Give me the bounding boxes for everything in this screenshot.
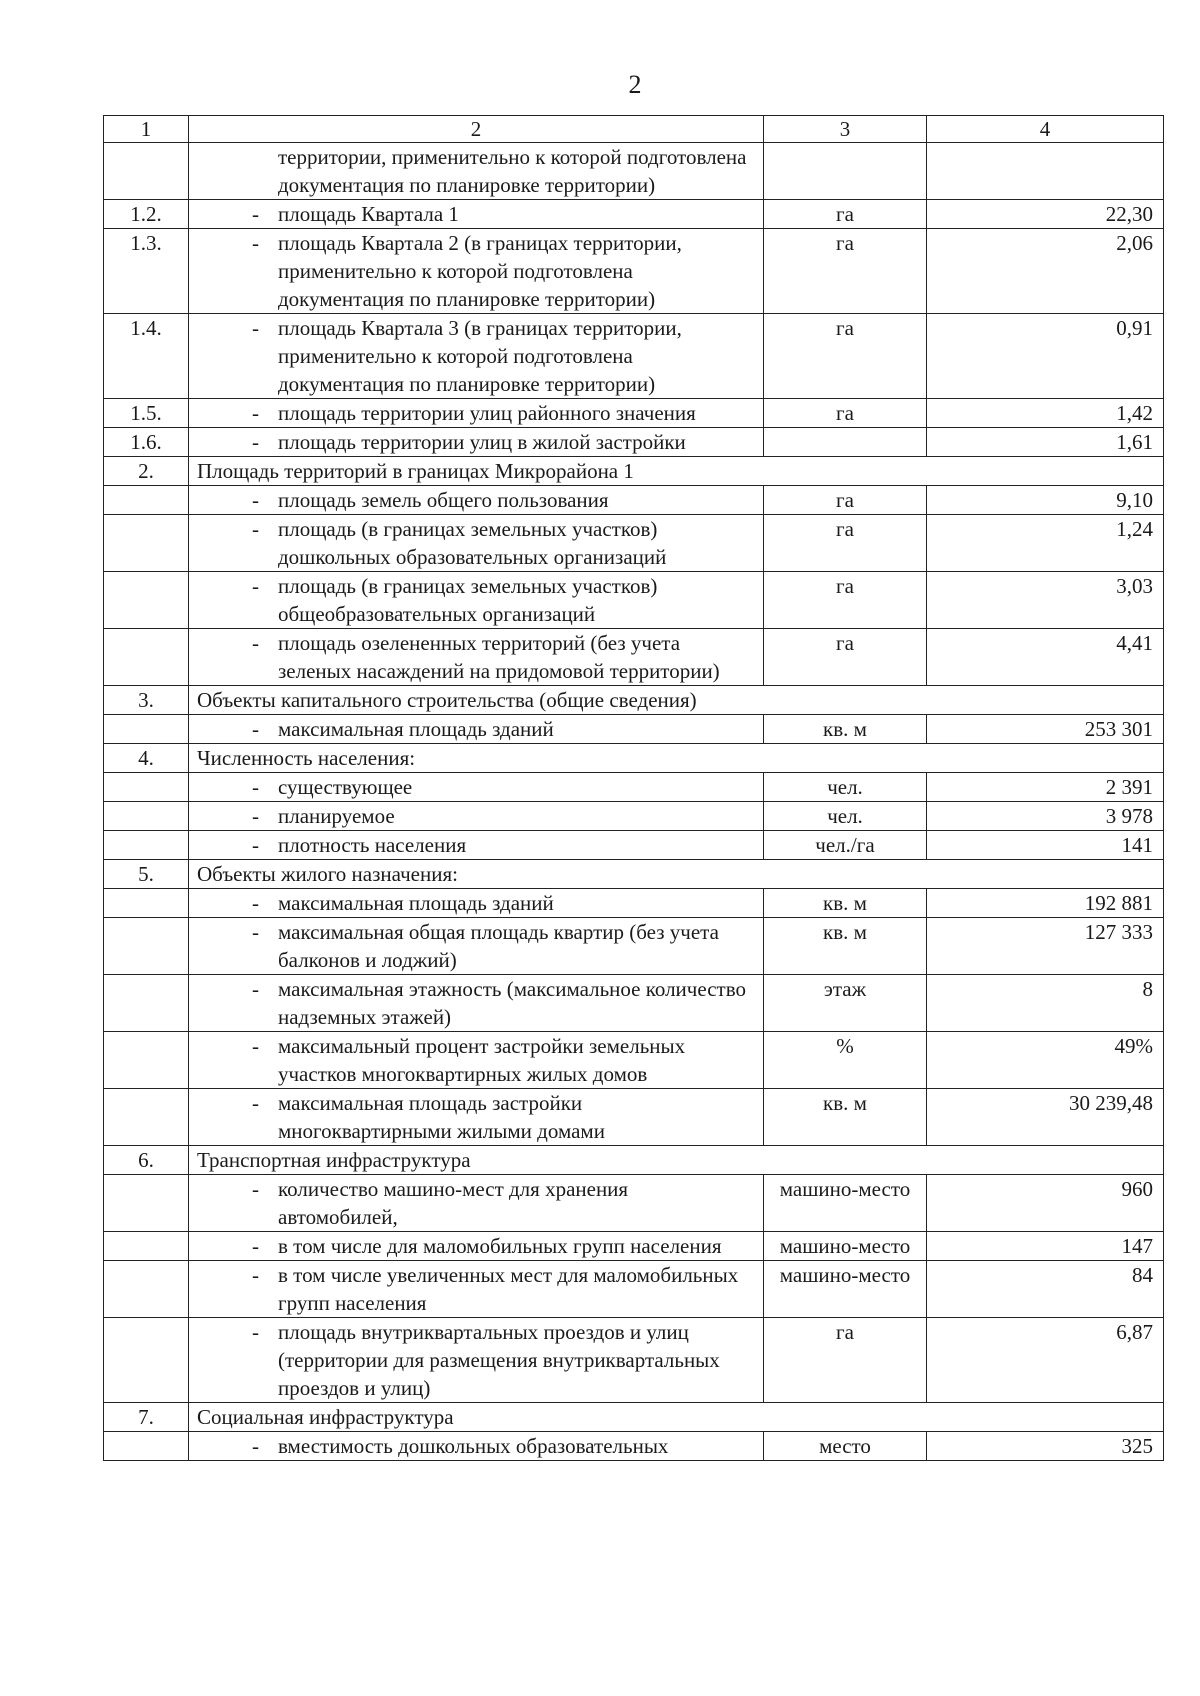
table-header-row [104,116,1164,143]
indicator-text: максимальная площадь зданий [278,891,554,915]
indicator-cell [189,802,764,831]
table-row [104,1261,1164,1318]
row-number: 1.4. [104,314,189,399]
unit-cell: га [764,314,927,399]
list-dash: - [252,202,259,226]
row-number [104,802,189,831]
section-row [104,1146,1164,1175]
indicator-cell [189,229,764,314]
indicator-text: площадь озелененных территорий (без учета зеленых насаждений на придомовой территории) [278,631,720,683]
list-dash: - [252,1091,259,1115]
table-row [104,1032,1164,1089]
list-dash: - [252,1263,259,1287]
table-row [104,802,1164,831]
indicator-text: площадь (в границах земельных участков) общеобразовательных организаций [278,574,658,626]
table-row [104,918,1164,975]
value-cell: 960 [927,1175,1164,1232]
indicator-text: существующее [278,775,413,799]
table-row [104,629,1164,686]
indicator-text: площадь территории улиц в жилой застройки [278,430,686,454]
row-number [104,773,189,802]
unit-cell: машино-место [764,1232,927,1261]
row-number [104,1175,189,1232]
indicator-cell [189,1318,764,1403]
list-dash: - [252,488,259,512]
section-row [104,860,1164,889]
list-dash: - [252,430,259,454]
value-cell: 84 [927,1261,1164,1318]
value-cell: 3 978 [927,802,1164,831]
unit-cell: чел./га [764,831,927,860]
row-number [104,975,189,1032]
unit-cell: кв. м [764,715,927,744]
row-number [104,515,189,572]
row-number [104,1232,189,1261]
row-number: 1.5. [104,399,189,428]
list-dash: - [252,1234,259,1258]
row-number: 1.3. [104,229,189,314]
section-title: Площадь территорий в границах Микрорайона 1 [189,457,1164,486]
indicator-cell [189,715,764,744]
list-dash: - [252,891,259,915]
indicator-text: в том числе увеличенных мест для маломобильных групп населения [278,1263,739,1315]
section-title: Численность населения: [189,744,1164,773]
table-row [104,572,1164,629]
row-number [104,629,189,686]
indicator-text: максимальная этажность (максимальное количество надземных этажей) [278,977,746,1029]
table-row [104,1432,1164,1461]
value-cell: 1,42 [927,399,1164,428]
row-number: 4. [104,744,189,773]
value-cell: 22,30 [927,200,1164,229]
list-dash: - [252,631,259,655]
list-dash: - [252,977,259,1001]
table-row [104,143,1164,200]
row-number [104,572,189,629]
indicator-cell [189,1432,764,1461]
indicator-text: максимальная общая площадь квартир (без учета балконов и лоджий) [278,920,719,972]
indicator-cell [189,428,764,457]
indicator-cell [189,1175,764,1232]
indicator-cell [189,918,764,975]
indicator-text: максимальная площадь зданий [278,717,554,741]
list-dash: - [252,920,259,944]
indicator-text: планируемое [278,804,395,828]
value-cell: 141 [927,831,1164,860]
indicator-text: количество машино-мест для хранения автомобилей, [278,1177,629,1229]
row-number [104,1261,189,1318]
table-row [104,715,1164,744]
row-number [104,143,189,200]
indent-spacer [197,143,278,199]
indicators-table [103,115,1164,1461]
indicator-cell [189,515,764,572]
value-cell: 6,87 [927,1318,1164,1403]
indicator-cell [189,314,764,399]
section-row [104,744,1164,773]
list-dash: - [252,574,259,598]
indicator-cell [189,399,764,428]
row-number [104,889,189,918]
indicator-cell [189,889,764,918]
indicator-cell [189,773,764,802]
indicator-cell [189,1261,764,1318]
table-row [104,1232,1164,1261]
table-row [104,1089,1164,1146]
table-row [104,1318,1164,1403]
row-number [104,715,189,744]
unit-cell: га [764,229,927,314]
unit-cell: га [764,486,927,515]
unit-cell: чел. [764,773,927,802]
unit-cell: кв. м [764,1089,927,1146]
section-row [104,1403,1164,1432]
row-number: 6. [104,1146,189,1175]
table-row [104,831,1164,860]
table-row [104,486,1164,515]
section-row [104,457,1164,486]
table-body [104,116,1164,1461]
value-cell: 253 301 [927,715,1164,744]
unit-cell: га [764,572,927,629]
indicator-text: площадь территории улиц районного значения [278,401,696,425]
indicator-text: максимальная площадь застройки многоквартирными жилыми домами [278,1091,605,1143]
indicator-cell [189,1089,764,1146]
page-number: 2 [628,70,642,99]
row-number: 2. [104,457,189,486]
value-cell: 1,61 [927,428,1164,457]
value-cell: 8 [927,975,1164,1032]
unit-cell: машино-место [764,1175,927,1232]
indicator-text: в том числе для маломобильных групп населения [278,1234,722,1258]
indicator-cell [189,486,764,515]
indicator-text: площадь внутриквартальных проездов и улиц (территории для размещения внутриквартальных проездов и улиц) [278,1320,720,1400]
list-dash: - [252,833,259,857]
value-cell: 4,41 [927,629,1164,686]
unit-cell: место [764,1432,927,1461]
unit-cell: га [764,399,927,428]
row-number [104,1432,189,1461]
table-row [104,229,1164,314]
row-number: 1.6. [104,428,189,457]
header-cell: 4 [927,116,1164,143]
section-title: Объекты жилого назначения: [189,860,1164,889]
indicator-cell [189,629,764,686]
indicator-text: площадь (в границах земельных участков) дошкольных образовательных организаций [278,517,667,569]
unit-cell [764,143,927,200]
table-row [104,515,1164,572]
indicator-text: вместимость дошкольных образовательных [278,1434,669,1458]
value-cell: 127 333 [927,918,1164,975]
unit-cell: кв. м [764,918,927,975]
row-number [104,1089,189,1146]
value-cell: 49% [927,1032,1164,1089]
list-dash: - [252,316,259,340]
row-number: 5. [104,860,189,889]
list-dash: - [252,1320,259,1344]
value-cell: 2 391 [927,773,1164,802]
value-cell: 1,24 [927,515,1164,572]
list-dash: - [252,231,259,255]
indicator-text: площадь Квартала 2 (в границах территории, применительно к которой подготовлена документация по планировке территории) [278,231,682,311]
table-row [104,399,1164,428]
header-cell: 3 [764,116,927,143]
table-row [104,773,1164,802]
indicator-text: максимальный процент застройки земельных участков многоквартирных жилых домов [278,1034,686,1086]
row-number [104,1318,189,1403]
indicator-cell [189,572,764,629]
indicator-text: плотность населения [278,833,467,857]
section-title: Транспортная инфраструктура [189,1146,1164,1175]
indicator-cell [189,143,764,200]
list-dash: - [252,717,259,741]
unit-cell: чел. [764,802,927,831]
row-number [104,831,189,860]
section-title: Объекты капитального строительства (общие сведения) [189,686,1164,715]
row-number [104,486,189,515]
unit-cell: машино-место [764,1261,927,1318]
list-dash: - [252,1034,259,1058]
value-cell: 30 239,48 [927,1089,1164,1146]
unit-cell [764,428,927,457]
value-cell: 325 [927,1432,1164,1461]
table-row [104,200,1164,229]
indicator-cell [189,975,764,1032]
unit-cell: га [764,629,927,686]
row-number: 3. [104,686,189,715]
list-dash: - [252,1177,259,1201]
table-row [104,314,1164,399]
value-cell: 9,10 [927,486,1164,515]
unit-cell: кв. м [764,889,927,918]
indicator-text: территории, применительно к которой подготовлена документация по планировке территории) [278,145,747,197]
indicator-text: площадь Квартала 3 (в границах территории, применительно к которой подготовлена документация по планировке территории) [278,316,682,396]
header-cell: 2 [189,116,764,143]
table-row [104,975,1164,1032]
value-cell: 3,03 [927,572,1164,629]
row-number: 1.2. [104,200,189,229]
row-number [104,918,189,975]
unit-cell: га [764,515,927,572]
indicator-cell [189,1032,764,1089]
row-number [104,1032,189,1089]
section-title: Социальная инфраструктура [189,1403,1164,1432]
table-row [104,428,1164,457]
list-dash: - [252,804,259,828]
header-cell: 1 [104,116,189,143]
indicator-cell [189,1232,764,1261]
list-dash: - [252,517,259,541]
unit-cell: га [764,200,927,229]
unit-cell: % [764,1032,927,1089]
list-dash: - [252,1434,259,1458]
value-cell [927,143,1164,200]
list-dash: - [252,401,259,425]
table-row [104,1175,1164,1232]
section-row [104,686,1164,715]
value-cell: 0,91 [927,314,1164,399]
list-dash: - [252,775,259,799]
row-number: 7. [104,1403,189,1432]
table-row [104,889,1164,918]
unit-cell: га [764,1318,927,1403]
value-cell: 192 881 [927,889,1164,918]
indicator-cell [189,200,764,229]
indicator-text: площадь Квартала 1 [278,202,459,226]
value-cell: 147 [927,1232,1164,1261]
unit-cell: этаж [764,975,927,1032]
value-cell: 2,06 [927,229,1164,314]
indicator-cell [189,831,764,860]
indicator-text: площадь земель общего пользования [278,488,609,512]
